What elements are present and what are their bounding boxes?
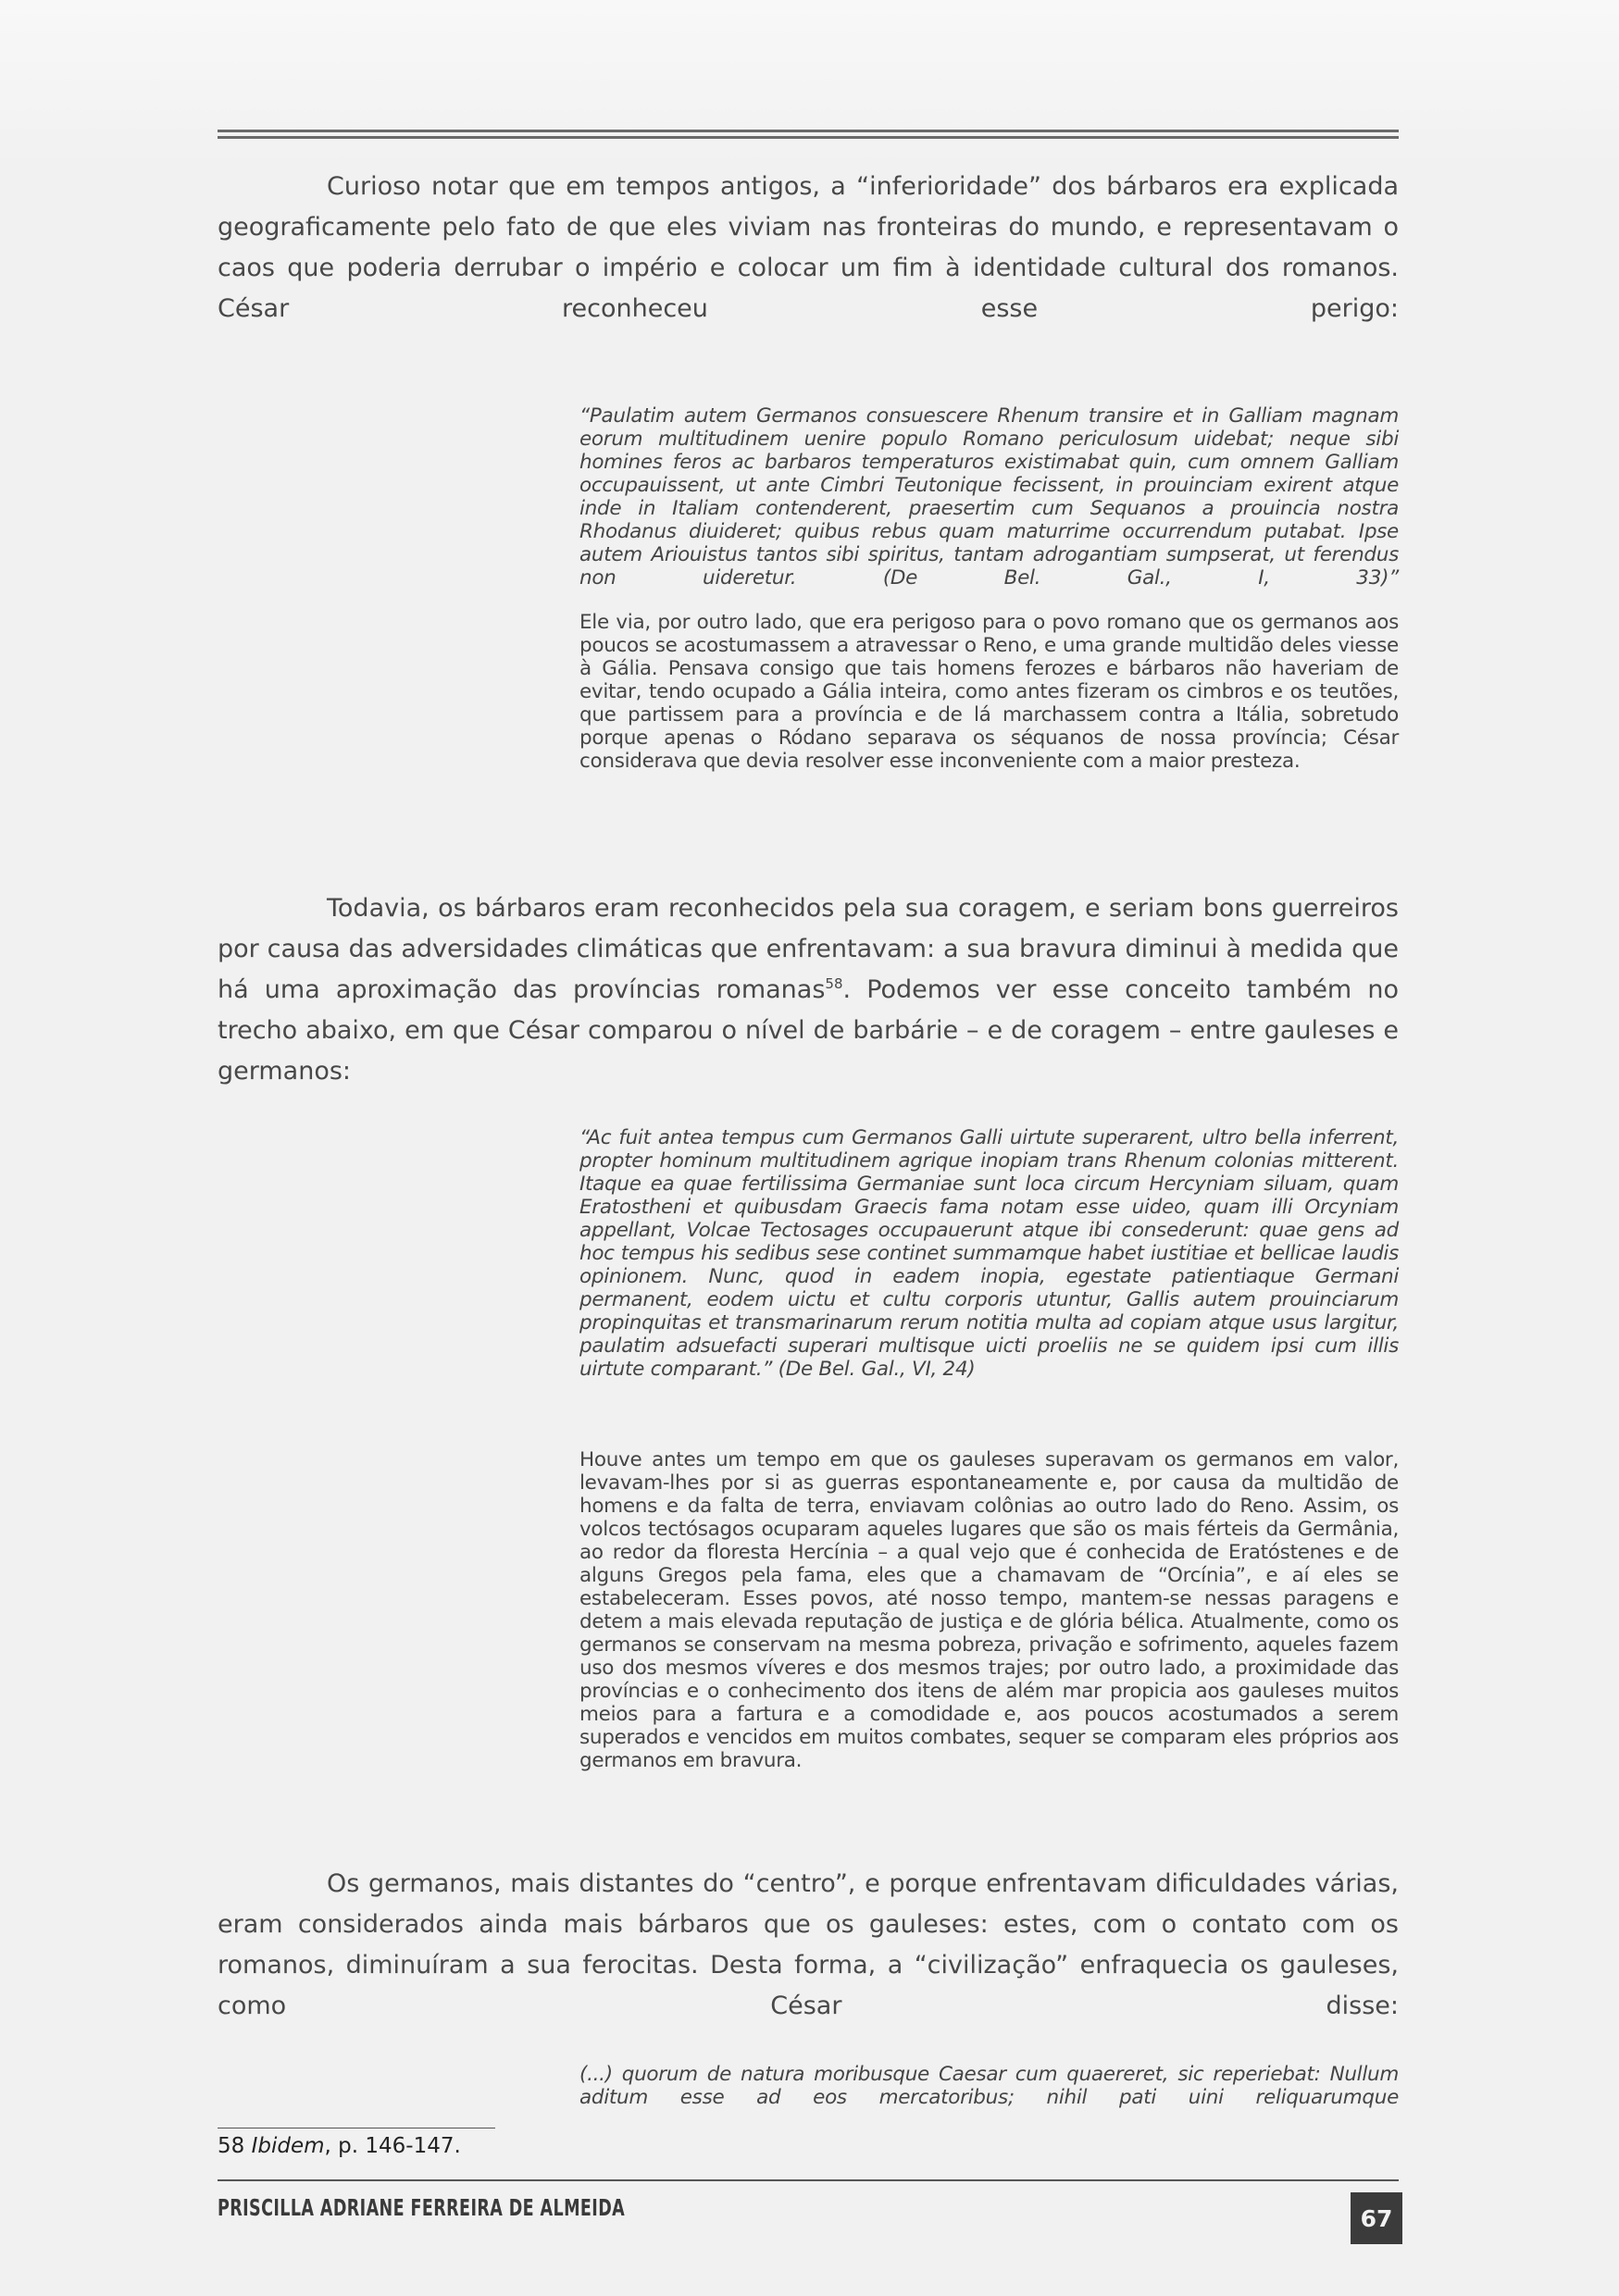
footnote-pages: , p. 146-147. bbox=[324, 2134, 461, 2158]
footer-author: PRISCILLA ADRIANE FERREIRA DE ALMEIDA bbox=[218, 2194, 626, 2221]
block-quote-latin-2: “Ac fuit antea tempus cum Germanos Galli uirtute superarent, ultro bella inferrent, propter hominum multitudinem agrique inopiam trans Rhenum colonias mitterent. Itaque ea quae fertilissima Germaniae sunt loca circum Hercyniam siluam, quam Eratostheni et quibusdam Graecis fama notam esse uideo, quam illi Orcyniam appellant, Volcae Tectosages occupauerunt atque ibi consederunt: quae gens ad hoc tempus his sedibus sese continet summamque habet iustitiae et bellicae laudis opinionem. Nunc, quod in eadem inopia, egestate patientiaque Germani permanent, eodem uictu et cultu corporis utuntur, Gallis autem prouinciarum propinquitas et transmarinarum rerum notitia multa ad copiam atque usus largitur, paulatim adsuefacti superari multisque uicti proeliis ne se quidem ipsi cum illis uirtute comparant.” (De Bel. Gal., VI, 24) bbox=[579, 1126, 1399, 1381]
footnote-58 bbox=[218, 2132, 461, 2160]
block-quote-translation-2: Houve antes um tempo em que os gauleses superavam os germanos em valor, levavam-lhes por si as guerras espontaneamente e, por causa da multidão de homens e da falta de terra, enviavam colônias ao outro lado do Reno. Assim, os volcos tectósagos ocuparam aqueles lugares que são os mais férteis da Germânia, ao redor da floresta Hercínia – a qual vejo que é conhecida de Eratóstenes e de alguns Gregos pela fama, eles que a chamavam de “Orcínia”, e aí eles se estabeleceram. Esses povos, até nosso tempo, mantem-se nessas paragens e detem a mais elevada reputação de justiça e de glória bélica. Atualmente, como os germanos se conservam na mesma pobreza, privação e sofrimento, aqueles fazem uso dos mesmos víveres e dos mesmos trajes; por outro lado, a proximidade das províncias e o conhecimento dos itens de além mar propicia aos gauleses muitos meios para a fartura e a comodidade e, aos poucos acostumados a serem superados e vencidos em muitos combates, sequer se comparam eles próprios aos germanos em bravura. bbox=[579, 1448, 1399, 1772]
paragraph-text: . Podemos ver esse conceito também no trecho abaixo, em que César comparou o nível de barbárie – e de coragem – entre gauleses e germanos: bbox=[218, 975, 1399, 1086]
block-quote-latin-3: (...) quorum de natura moribusque Caesar cum quaereret, sic reperiebat: Nullum aditum esse ad eos mercatoribus; nihil pati uini reliquarumque bbox=[579, 2063, 1399, 2109]
paragraph-text: Curioso notar que em tempos antigos, a “inferioridade” dos bárbaros era explicada geograficamente pelo fato de que eles viviam nas fronteiras do mundo, e representavam o caos que poderia derrubar o império e colocar um fim à identidade cultural dos romanos. César reconheceu esse perigo: bbox=[218, 172, 1399, 323]
footnote-number: 58 bbox=[218, 2134, 245, 2158]
paragraph-text: Todavia, os bárbaros eram reconhecidos pela sua coragem, e seriam bons guerreiros por causa das adversidades climáticas que enfrentavam: a sua bravura diminui à medida que há uma aproximação das províncias romanas bbox=[218, 894, 1399, 1004]
header-double-rule bbox=[218, 130, 1399, 139]
block-quote-translation-1: Ele via, por outro lado, que era perigoso para o povo romano que os germanos aos poucos se acostumassem a atravessar o Reno, e uma grande multidão deles viesse à Gália. Pensava consigo que tais homens ferozes e bárbaros não haveriam de evitar, tendo ocupado a Gália inteira, como antes fizeram os cimbros e os teutões, que partissem para a província e de lá marchassem contra a Itália, sobretudo porque apenas o Ródano separava os séquanos de nossa província; César considerava que devia resolver esse inconveniente com a maior presteza. bbox=[579, 611, 1399, 773]
body-paragraph-3 bbox=[218, 1864, 1399, 2027]
paragraph-text: Os germanos, mais distantes do “centro”, e porque enfrentavam dificuldades várias, eram considerados ainda mais bárbaros que os gauleses: estes, com o contato com os romanos, diminuíram a sua ferocitas. Desta forma, a “civilização” enfraquecia os gauleses, como César disse: bbox=[218, 1869, 1399, 2020]
block-quote-latin-1: “Paulatim autem Germanos consuescere Rhenum transire et in Galliam magnam eorum multitudinem uenire populo Romano periculosum uidebat; neque sibi homines feros ac barbaros temperaturos existimabat quin, cum omnem Galliam occupauissent, ut ante Cimbri Teutonique fecissent, in prouinciam exirent atque inde in Italiam contenderent, praesertim cum Sequanos a prouincia nostra Rhodanus diuideret; quibus rebus quam maturrime occurrendum putabat. Ipse autem Ariouistus tantos sibi spiritus, tantam adrogantiam sumpserat, ut ferendus non uideretur. (De Bel. Gal., I, 33)” bbox=[579, 404, 1399, 590]
footer-rule bbox=[218, 2179, 1399, 2181]
footnote-title: Ibidem bbox=[251, 2134, 325, 2158]
body-paragraph-1 bbox=[218, 167, 1399, 329]
body-paragraph-2 bbox=[218, 888, 1399, 1092]
page-number-badge: 67 bbox=[1351, 2192, 1402, 2244]
footnote-reference[interactable]: 58 bbox=[825, 975, 843, 992]
